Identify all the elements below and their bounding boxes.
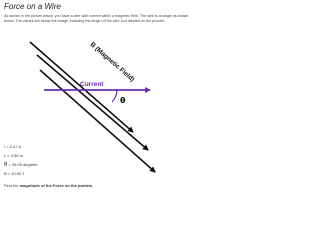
given-values (4, 142, 37, 178)
field-line-2 (37, 55, 148, 150)
question-emphasis: magnitude of the Force on the particle. (19, 183, 94, 188)
field-label: B (Magnetic Field) (88, 41, 136, 84)
length-value: L = 4.50 m (4, 153, 23, 158)
question-prefix: Find the (4, 183, 20, 188)
theta-label: θ (120, 96, 126, 105)
angle-value (4, 160, 37, 169)
theta-symbol: θ (4, 162, 8, 168)
angle-value-text: = 39.00 degrees (7, 162, 38, 167)
current-value: I = 2.47 A (4, 144, 22, 149)
field-value: B = 10.00 T (4, 171, 25, 176)
angle-arc (112, 90, 117, 102)
question-text (4, 183, 93, 188)
problem-description: As shown in the picture below, you have a wire with current within a magnetic field. The wire is at angle as shown below. The values are below the image, including the length of the wire (not labeled on the picture). (4, 14, 189, 23)
page-title: Force on a Wire (4, 2, 61, 11)
current-label: Current (80, 81, 104, 88)
